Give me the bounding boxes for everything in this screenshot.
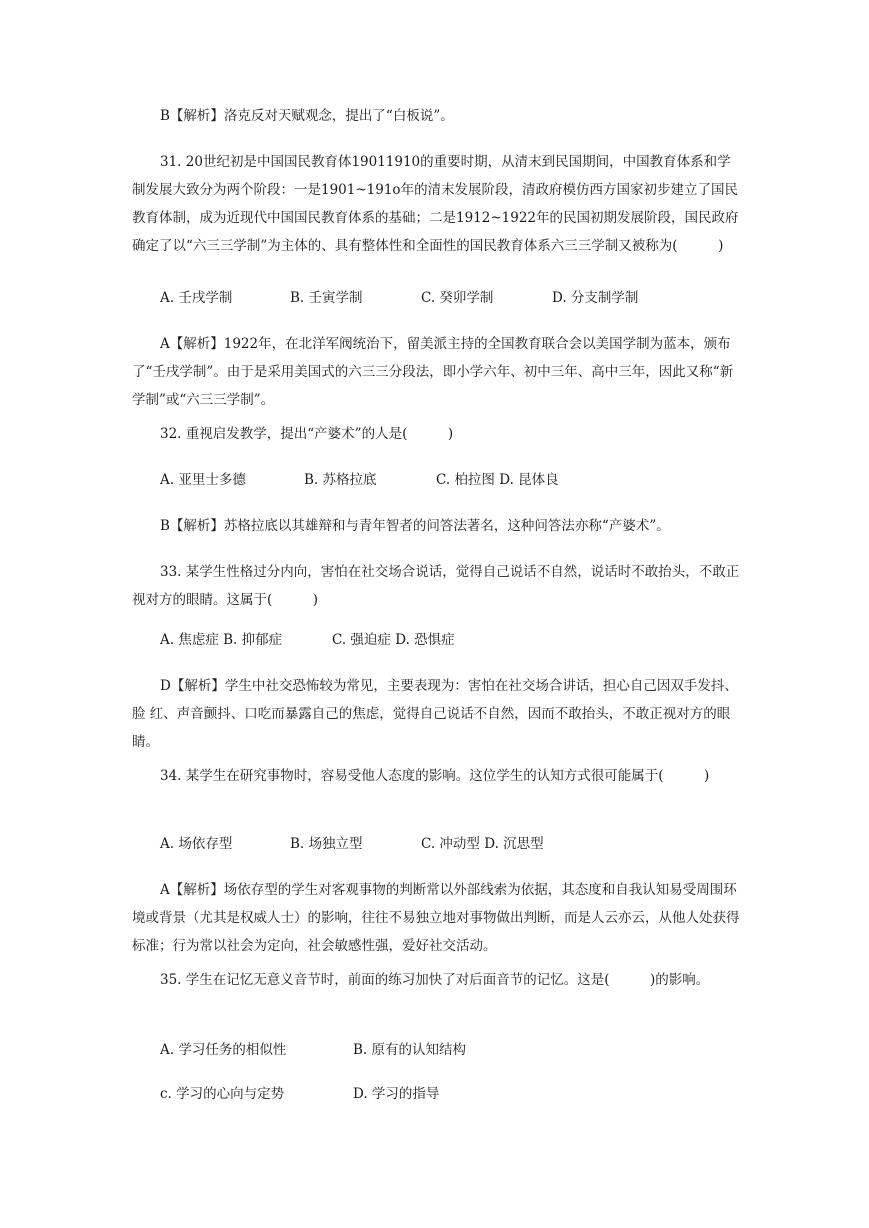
paragraph-text: B【解析】洛克反对天赋观念，提出了“白板说”。 <box>160 108 454 124</box>
paragraph-text: 33. 某学生性格过分内向，害怕在社交场合说话，觉得自己说话不自然，说话时不敢抬头，不敢正视对方的眼睛。这属于( ) <box>132 564 740 608</box>
option-b: B. 场独立型 <box>290 836 363 852</box>
option-b: B. 原有的认知结构 <box>353 1042 467 1058</box>
option-c: C. 癸卯学制 <box>421 290 494 306</box>
options-32 <box>160 466 559 494</box>
option-c-d: C. 强迫症 D. 恐惧症 <box>332 632 455 648</box>
paragraph-text: D【解析】学生中社交恐怖较为常见，主要表现为：害怕在社交场合讲话，担心自己因双手发抖、脸 红、声音颤抖、口吃而暴露自己的焦虑，觉得自己说话不自然，因而不敢抬头，不敢正视对方的眼睛。 <box>132 678 738 750</box>
option-a: A. 壬戌学制 <box>160 290 233 306</box>
answer-explanation-34 <box>132 876 742 960</box>
option-b: B. 壬寅学制 <box>290 290 363 306</box>
paragraph-text: 31. 20世纪初是中国国民教育体19011910的重要时期，从清末到民国期间，中国教育体系和学制发展大致分为两个阶段：一是1901~191o年的清末发展阶段，清政府模仿西方国家初步建立了国民教育体制，成为近现代中国国民教育体系的基础；二是1912~1922年的民国初期发展阶段，国民政府确定了以“六三三学制”为主体的、具有整体性和全面性的国民教育体系六三三学制又被称为( ) <box>132 154 739 254</box>
options-35-row-2 <box>160 1080 439 1108</box>
options-35-row-1 <box>160 1036 466 1064</box>
options-34 <box>160 830 544 858</box>
paragraph-text: 32. 重视启发教学，提出“产婆术”的人是( ) <box>160 426 454 442</box>
option-a: A. 学习任务的相似性 <box>160 1042 287 1058</box>
option-c-d: C. 冲动型 D. 沉思型 <box>421 836 544 852</box>
option-a-b: A. 焦虑症 B. 抑郁症 <box>160 632 283 648</box>
options-33 <box>160 626 455 654</box>
option-c: c. 学习的心向与定势 <box>160 1086 285 1102</box>
option-a: A. 场依存型 <box>160 836 233 852</box>
option-b: B. 苏格拉底 <box>304 472 377 488</box>
answer-explanation-30 <box>132 102 742 130</box>
answer-explanation-32 <box>132 512 742 540</box>
paragraph-text: B【解析】苏格拉底以其雄辩和与青年智者的问答法著名，这种问答法亦称“产婆术”。 <box>160 518 670 534</box>
paragraph-text: A【解析】1922年，在北洋军阀统治下，留美派主持的全国教育联合会以美国学制为蓝本，颁布了“壬戌学制”。由于是采用美国式的六三三分段法，即小学六年、初中三年、高中三年，因此又称“新 学制”或“六三三学制”。 <box>132 336 734 408</box>
options-31 <box>160 284 638 312</box>
question-32 <box>132 420 742 448</box>
option-a: A. 亚里士多德 <box>160 472 246 488</box>
question-31 <box>132 148 742 260</box>
question-33 <box>132 558 742 614</box>
question-35 <box>132 966 742 994</box>
answer-explanation-33 <box>132 672 742 756</box>
option-d: D. 分支制学制 <box>552 290 639 306</box>
option-c-d: C. 柏拉图 D. 昆体良 <box>436 472 559 488</box>
answer-explanation-31 <box>132 330 742 414</box>
paragraph-text: A【解析】场依存型的学生对客观事物的判断常以外部线索为依据，其态度和自我认知易受周围环境或背景（尤其是权威人士）的影响，往往不易独立地对事物做出判断，而是人云亦云，从他人处获得标准；行为常以社会为定向，社会敏感性强，爱好社交活动。 <box>132 882 740 954</box>
question-34 <box>132 762 742 790</box>
paragraph-text: 35. 学生在记忆无意义音节时，前面的练习加快了对后面音节的记忆。这是( )的影响。 <box>160 972 710 988</box>
option-d: D. 学习的指导 <box>353 1086 440 1102</box>
paragraph-text: 34. 某学生在研究事物时，容易受他人态度的影响。这位学生的认知方式很可能属于( ) <box>160 768 710 784</box>
